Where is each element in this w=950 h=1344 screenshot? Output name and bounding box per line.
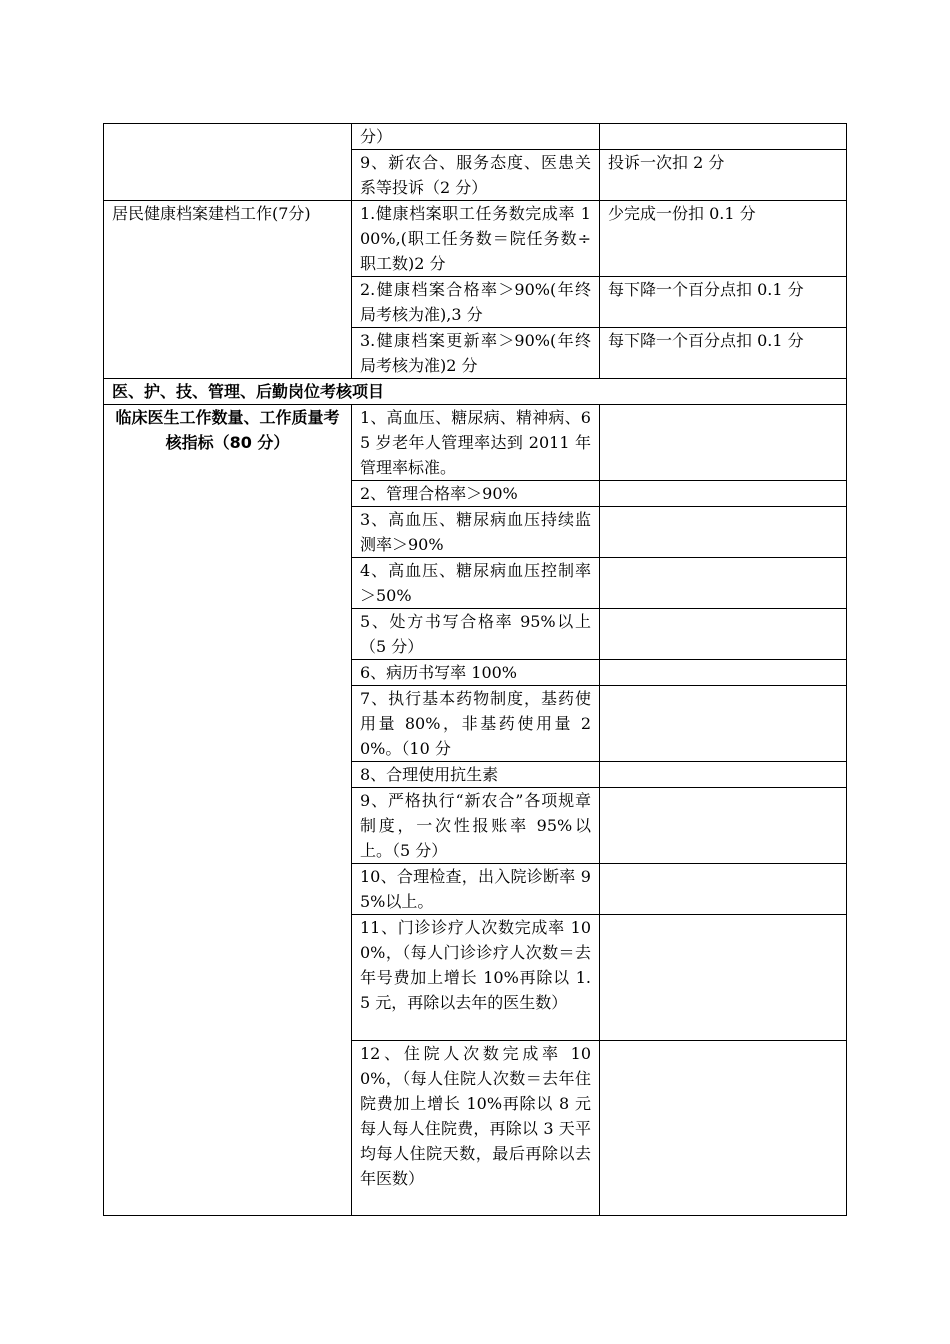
penalty-cell — [600, 481, 847, 507]
item-cell: 6、病历书写率 100% — [352, 660, 600, 686]
item-cell: 2、管理合格率＞90% — [352, 481, 600, 507]
penalty-cell: 投诉一次扣 2 分 — [600, 150, 847, 201]
item-cell: 8、合理使用抗生素 — [352, 762, 600, 788]
penalty-cell — [600, 762, 847, 788]
item-cell: 10、合理检查，出入院诊断率 95%以上。 — [352, 864, 600, 915]
penalty-cell: 少完成一份扣 0.1 分 — [600, 201, 847, 277]
section-row — [104, 379, 847, 405]
item-cell: 1.健康档案职工任务数完成率 100%,(职工任务数＝院任务数÷职工数)2 分 — [352, 201, 600, 277]
penalty-cell — [600, 558, 847, 609]
item-cell: 12、住院人次数完成率 100%，（每人住院人次数＝去年住院费加上增长 10%再除以 8 元每人每人住院费，再除以 3 天平均每人住院天数，最后再除以去年医数） — [352, 1041, 600, 1216]
category-cell — [104, 124, 352, 201]
penalty-cell — [600, 915, 847, 1041]
item-cell: 分） — [352, 124, 600, 150]
penalty-cell — [600, 660, 847, 686]
item-cell: 11、门诊诊疗人次数完成率 100%，（每人门诊诊疗人次数＝去年号费加上增长 10%再除以 1.5 元，再除以去年的医生数） — [352, 915, 600, 1041]
item-cell: 9、严格执行“新农合”各项规章制度，一次性报账率 95%以上。（5 分） — [352, 788, 600, 864]
item-cell: 4、高血压、糖尿病血压控制率＞50% — [352, 558, 600, 609]
penalty-cell — [600, 609, 847, 660]
penalty-cell: 每下降一个百分点扣 0.1 分 — [600, 328, 847, 379]
item-cell: 3.健康档案更新率＞90%(年终局考核为准)2 分 — [352, 328, 600, 379]
item-cell: 3、高血压、糖尿病血压持续监测率＞90% — [352, 507, 600, 558]
item-cell: 1、高血压、糖尿病、精神病、65 岁老年人管理率达到 2011 年管理率标准。 — [352, 405, 600, 481]
category-cell: 居民健康档案建档工作(7分) — [104, 201, 352, 379]
penalty-cell: 每下降一个百分点扣 0.1 分 — [600, 277, 847, 328]
table-row — [104, 405, 847, 481]
section-title: 医、护、技、管理、后勤岗位考核项目 — [104, 379, 847, 405]
table-row — [104, 124, 847, 150]
item-cell: 5、处方书写合格率 95%以上（5 分） — [352, 609, 600, 660]
item-cell: 9、新农合、服务态度、医患关系等投诉（2 分） — [352, 150, 600, 201]
penalty-cell — [600, 788, 847, 864]
category-cell: 临床医生工作数量、工作质量考核指标（80 分） — [104, 405, 352, 1216]
penalty-cell — [600, 507, 847, 558]
penalty-cell — [600, 1041, 847, 1216]
penalty-cell — [600, 864, 847, 915]
penalty-cell — [600, 405, 847, 481]
penalty-cell — [600, 686, 847, 762]
penalty-cell — [600, 124, 847, 150]
item-cell: 2.健康档案合格率＞90%(年终局考核为准),3 分 — [352, 277, 600, 328]
item-cell: 7、执行基本药物制度，基药使用量 80%，非基药使用量 20%。（10 分 — [352, 686, 600, 762]
table-row — [104, 201, 847, 277]
assessment-table — [103, 123, 847, 1216]
